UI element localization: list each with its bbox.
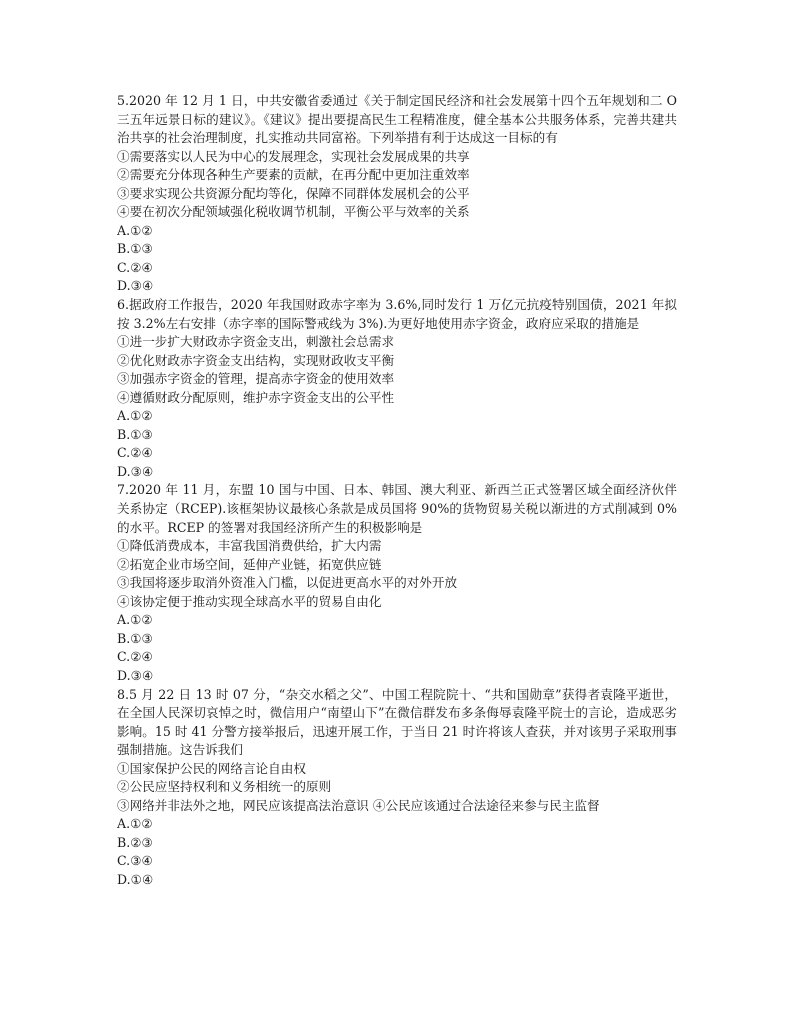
question-6 [117,296,677,481]
statement: ①需要落实以人民为中心的发展理念，实现社会发展成果的共享 [117,148,470,164]
statement: ①国家保护公民的网络言论自由权 [117,760,306,776]
choice-d: D.①④ [117,871,154,887]
choice-b: B.②③ [117,834,153,850]
statement: ③要求实现公共资源分配均等化，保障不同群体发展机会的公平 [117,185,470,201]
question-8 [117,686,677,890]
choice-c: C.③④ [117,853,153,869]
statement: ④要在初次分配领域强化税收调节机制，平衡公平与效率的关系 [117,204,470,220]
choice-a: A.①② [117,816,153,832]
question-stem: 7.2020 年 11 月，东盟 10 国与中国、日本、韩国、澳大利亚、新西兰正式签署区域全面经济伙伴关系协定（RCEP).该框架协议最核心条款是成员国将 90%的货物贸易关税以渐进的方式削减到 0%的水平。RCEP 的签署对我国经济所产生的积极影响是 [117,482,677,535]
choice-b: B.①③ [117,241,153,257]
statement: ①进一步扩大财政赤字资金支出，刺激社会总需求 [117,334,395,350]
choice-c: C.②④ [117,445,153,461]
choice-c: C.②④ [117,649,153,665]
choice-b: B.①③ [117,630,153,646]
choice-c: C.②④ [117,259,153,275]
choice-a: A.①② [117,408,153,424]
choice-a: A.①② [117,612,153,628]
choice-d: D.③④ [117,667,154,683]
statement: ③网络并非法外之地，网民应该提高法治意识 ④公民应该通过合法途径来参与民主监督 [117,797,600,813]
question-stem: 8.5 月 22 日 13 时 07 分，“杂交水稻之父”、中国工程院院十、“共和国勋章”获得者袁隆平逝世，在全国人民深切哀悼之时，微信用户“南望山下”在微信群发布多条侮辱袁隆平院士的言论，造成恶劣影响。15 时 41 分警方接举报后，迅速开展工作，于当日 21 时许将该人查获，并对该男子采取刑事强制措施。这告诉我们 [117,686,677,758]
question-7 [117,481,677,685]
statement: ②需要充分体现各种生产要素的贡献，在再分配中更加注重效率 [117,167,470,183]
choice-a: A.①② [117,222,153,238]
question-stem: 5.2020 年 12 月 1 日，中共安徽省委通过《关于制定国民经济和社会发展第十四个五年规划和二 O 三五年远景日标的建议》。《建议》提出要提高民生工程精准度，健全基本公共服务体系，完善共建共治共享的社会治理制度，扎实推动共同富裕。下列举措有利于达成这一目标的有 [117,93,677,146]
question-stem: 6.据政府工作报告，2020 年我国财政赤字率为 3.6%,同时发行 1 万亿元抗疫特别国债，2021 年拟按 3.2%左右安排（赤字率的国际警戒线为 3%).为更好地使用赤字资金，政府应采取的措施是 [117,297,677,331]
question-5 [117,92,677,296]
statement: ②拓宽企业市场空间，延伸产业链，拓宽供应链 [117,556,382,572]
choice-d: D.③④ [117,278,154,294]
statement: ②公民应坚持权利和义务相统一的原则 [117,779,332,795]
statement: ③我国将逐步取消外资准入门槛，以促进更高水平的对外开放 [117,575,458,591]
choice-d: D.③④ [117,463,154,479]
statement: ④遵循财政分配原则，维护赤字资金支出的公平性 [117,389,395,405]
statement: ④该协定便于推动实现全球高水平的贸易自由化 [117,593,382,609]
statement: ②优化财政赤字资金支出结构，实现财政收支平衡 [117,352,395,368]
statement: ③加强赤字资金的管理，提高赤字资金的使用效率 [117,371,395,387]
choice-b: B.①③ [117,426,153,442]
document-page [117,92,677,890]
statement: ①降低消费成本，丰富我国消费供给，扩大内需 [117,538,382,554]
